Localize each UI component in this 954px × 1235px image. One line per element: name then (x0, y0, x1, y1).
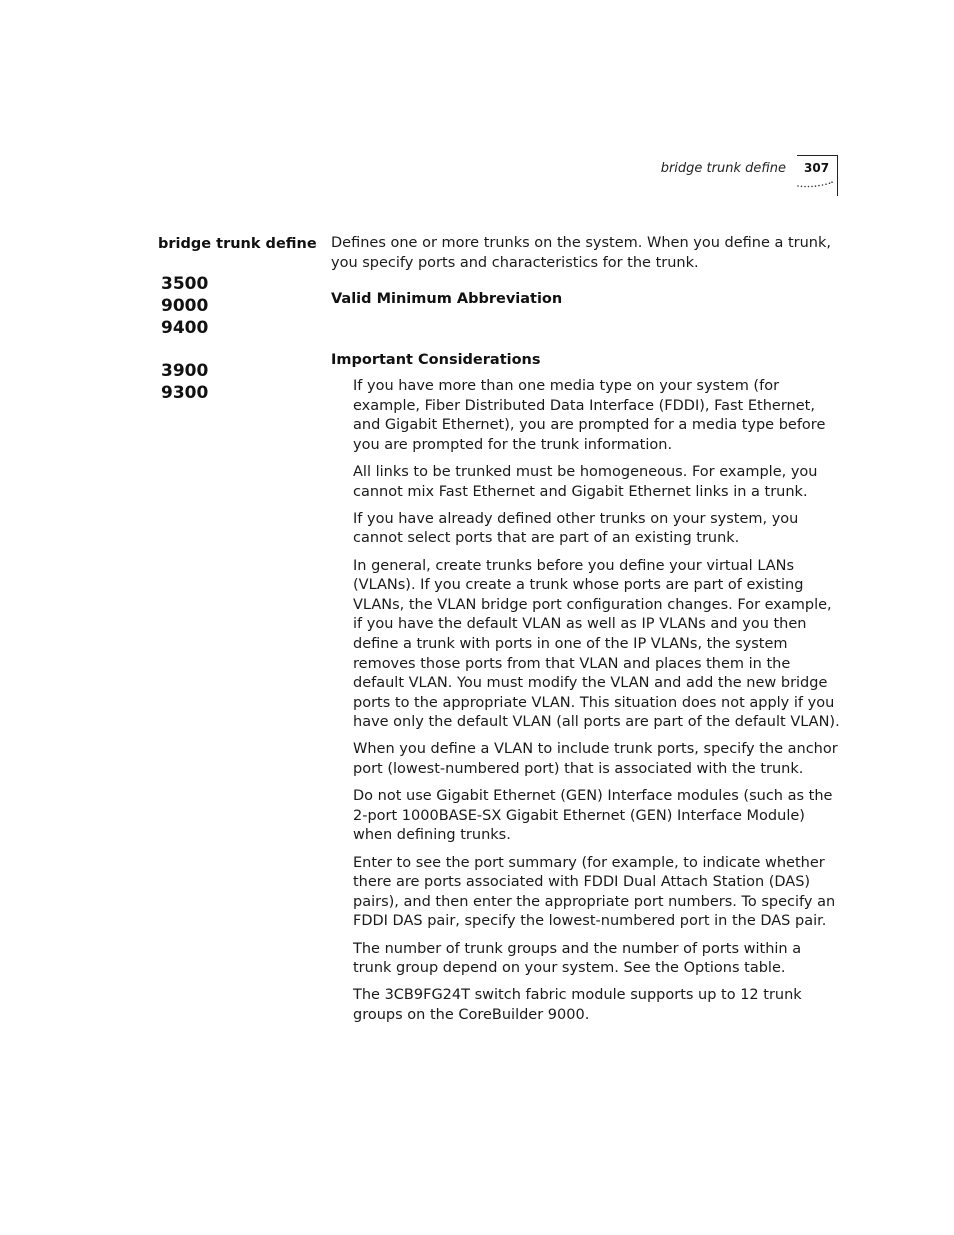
paragraph: All links to be trunked must be homogeneous. For example, you cannot mix Fast Ethernet and Gigabit Ethernet links in a trunk. (353, 463, 818, 500)
valid-abbreviation-heading: Valid Minimum Abbreviation (331, 291, 563, 307)
command-description: Defines one or more trunks on the system. When you define a trunk, you specify ports and characteristics for the trunk. (331, 235, 832, 271)
platform-list-secondary (161, 360, 208, 404)
paragraph: Enter to see the port summary (for example, to indicate whether there are ports associated with FDDI Dual Attach Station (DAS) pairs), and then enter the appropriate port numbers. To specify an FDDI DAS pair, specify the lowest-numbered port in the DAS pair. (353, 854, 836, 930)
page-number: 307 (804, 161, 830, 175)
running-head-title: bridge trunk define (660, 161, 786, 176)
platform-label: 9300 (161, 383, 209, 403)
paragraph: The 3CB9FG24T switch fabric module supports up to 12 trunk groups on the CoreBuilder 9000. (353, 987, 802, 1023)
considerations-body (353, 377, 843, 1033)
paragraph: If you have already defined other trunks on your system, you cannot select ports that are part of an existing trunk. (353, 510, 799, 547)
platform-label: 3500 (161, 274, 209, 294)
paragraph: In general, create trunks before you define your virtual LANs (VLANs). If you create a trunk whose ports are part of existing VLANs, the VLAN bridge port configuration changes. For example, if you have the default VLAN as well as IP VLANs and you then define a trunk with ports in one of the IP VLANs, the system removes those ports from that VLAN and places them in the default VLAN. You must modify the VLAN and add the new bridge ports to the appropriate VLAN. This situation does not apply if you have only the default VLAN (all ports are part of the default VLAN). (353, 557, 840, 731)
platform-list-primary (161, 273, 208, 339)
platform-label: 9000 (161, 296, 209, 316)
paragraph: The number of trunk groups and the number of ports within a trunk group depend on your system. See the Options table. (353, 940, 802, 977)
paragraph: If you have more than one media type on your system (for example, Fiber Distributed Data Interface (FDDI), Fast Ethernet, and Gigabit Ethernet), you are prompted for a media type before you are prompted for the trunk information. (353, 378, 826, 453)
important-considerations-heading: Important Considerations (331, 352, 541, 368)
paragraph: Do not use Gigabit Ethernet (GEN) Interface modules (such as the 2-port 1000BASE-SX Gigabit Ethernet (GEN) Interface Module) when defining trunks. (353, 788, 833, 844)
paragraph: When you define a VLAN to include trunk ports, specify the anchor port (lowest-numbered port) that is associated with the trunk. (353, 741, 838, 778)
decorative-dots (797, 180, 833, 188)
platform-label: 9400 (161, 318, 209, 338)
platform-label: 3900 (161, 361, 209, 381)
command-title: bridge trunk define (158, 236, 317, 252)
